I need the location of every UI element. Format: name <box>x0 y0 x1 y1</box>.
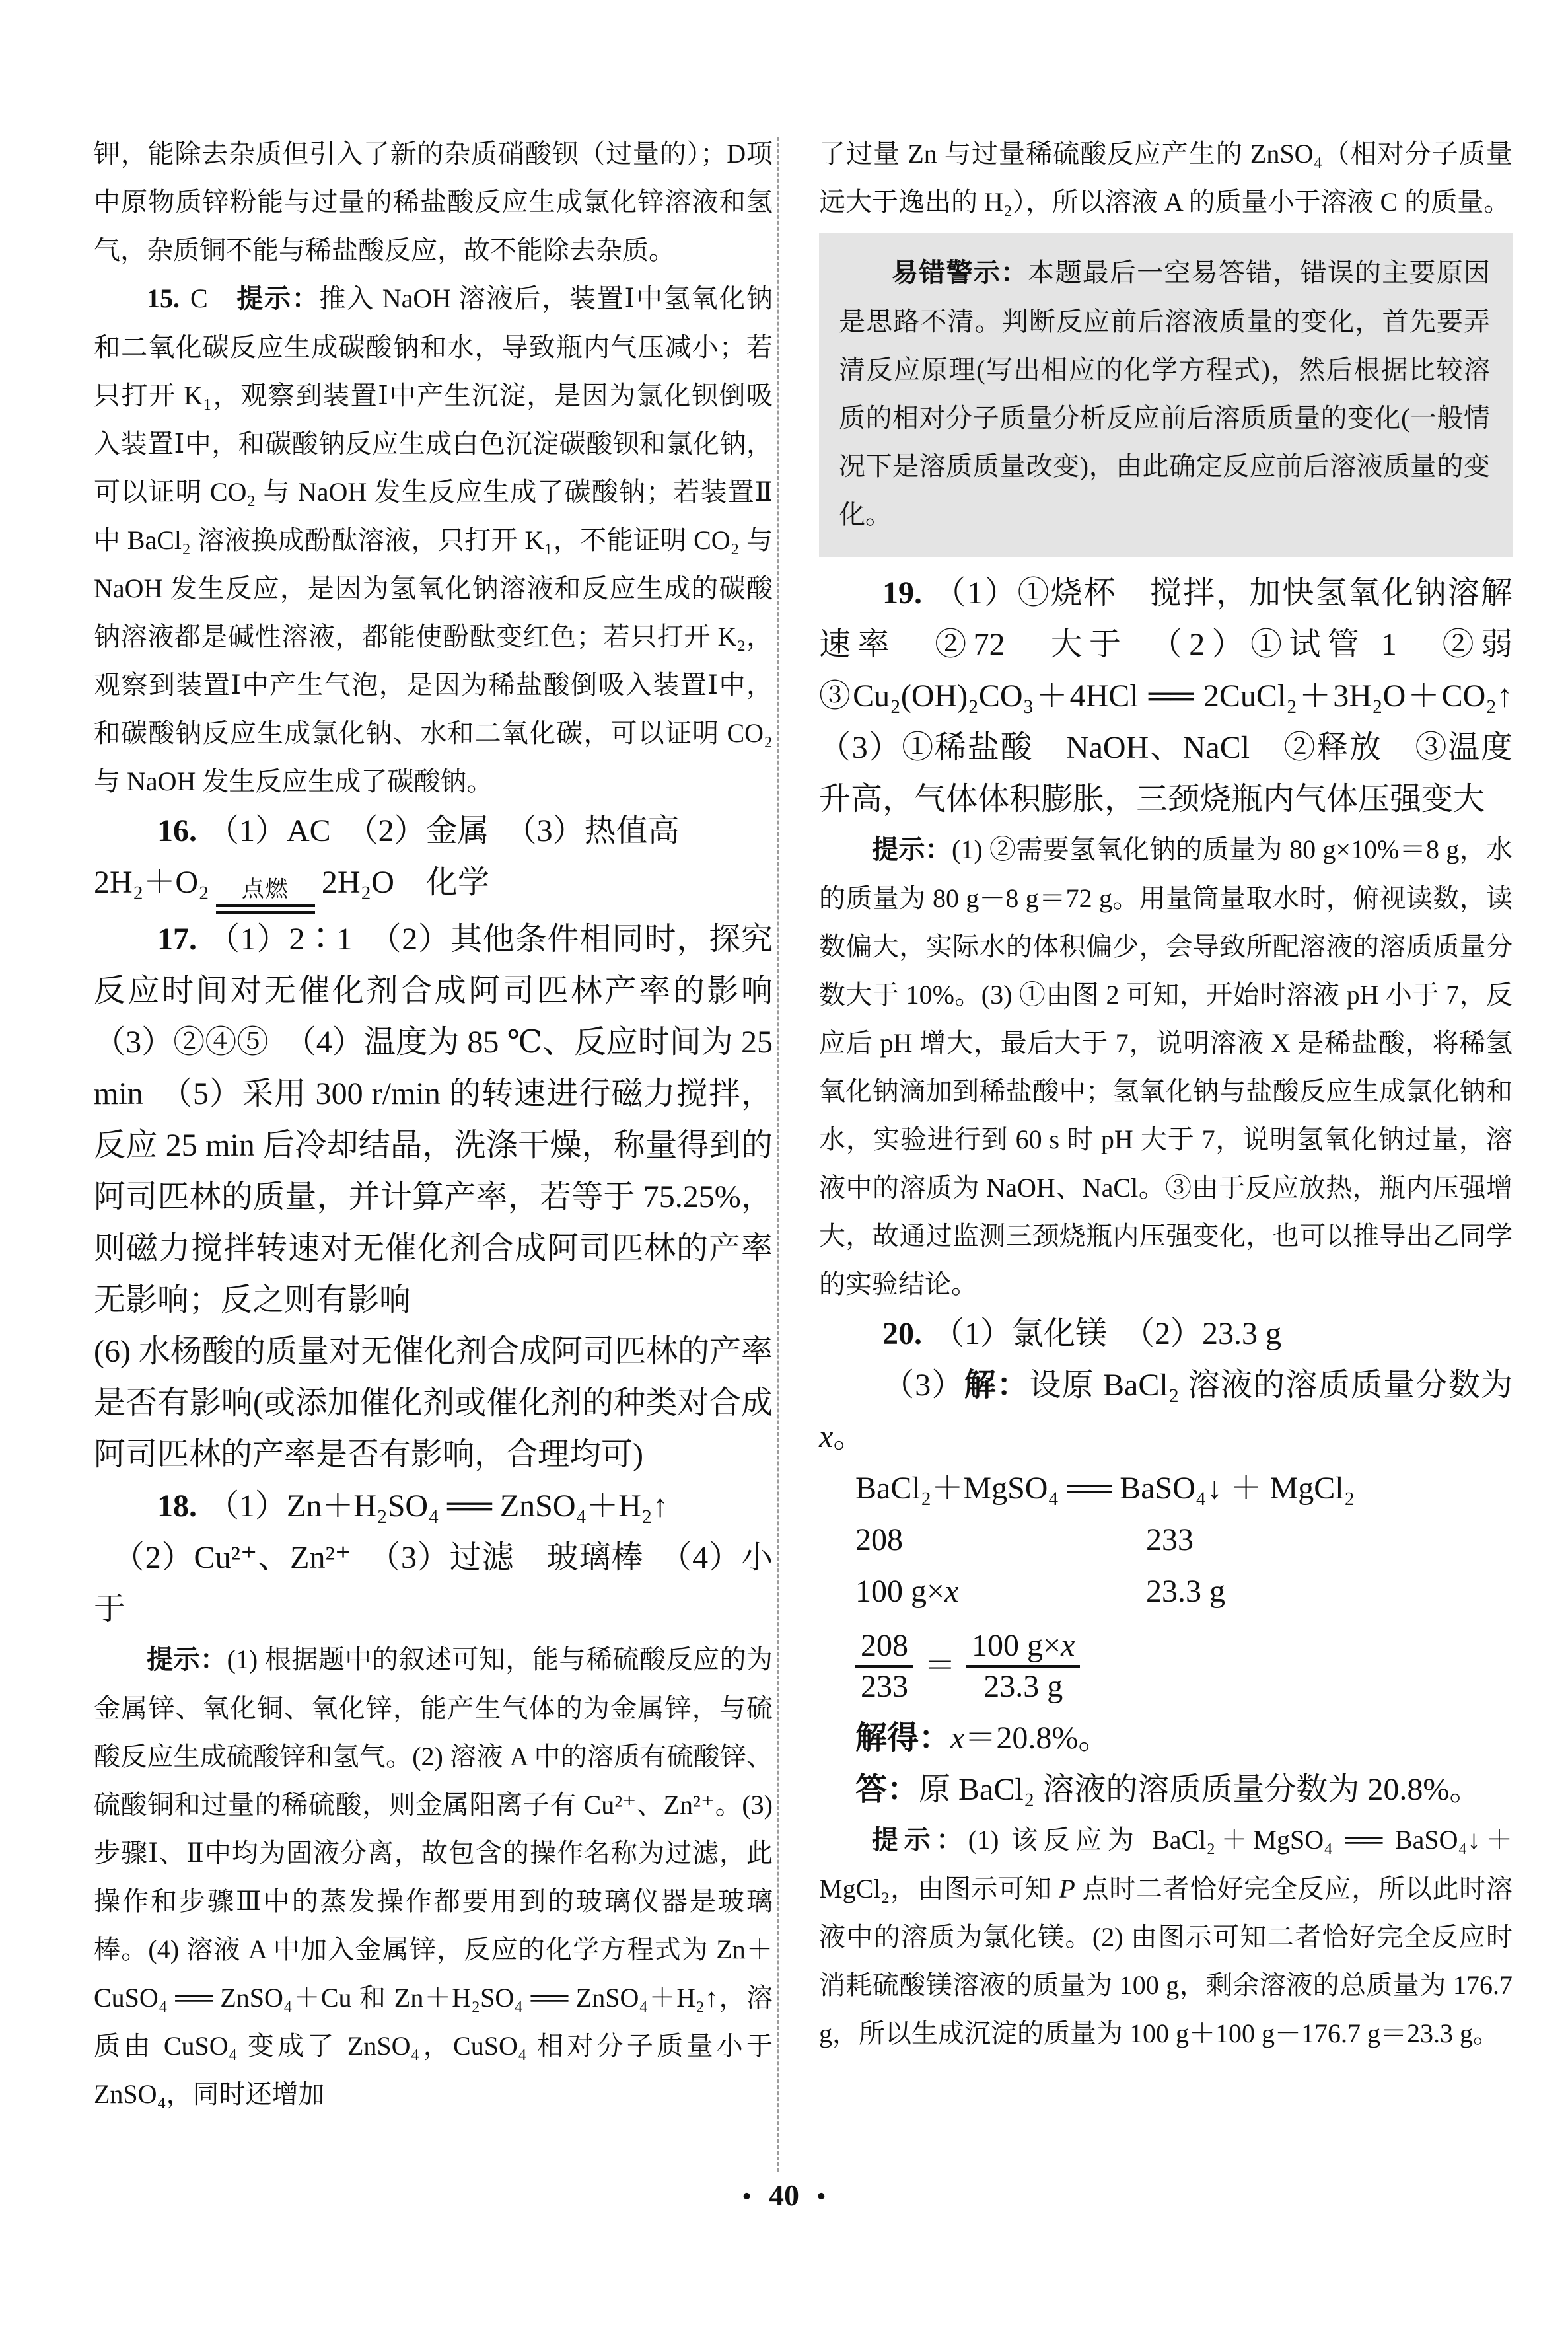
answer-item-20 <box>819 1308 1513 1360</box>
bullet-icon: • <box>816 2182 826 2212</box>
numerator: 208 <box>861 1628 908 1663</box>
answer-label: 答： <box>855 1772 919 1807</box>
answer-text: （1）2∶1 （2）其他条件相同时，探究反应时间对无催化剂合成阿司匹林产率的影响 （3）②④⑤ （4）温度为 85 ℃、反应时间为 25 min （5）采用 300 r/min 的转速进行磁力搅拌，反应 25 min 后冷却结晶，洗涤干燥，称量得到的阿司匹林的质量，并计算产率，若等于 75.25%，则磁力搅拌转速对无催化剂合成阿司匹林的产率无影响；反之则有影响 <box>94 922 805 1317</box>
answer-item-17-part6 <box>94 1326 773 1481</box>
mass-expression: 100 g× <box>855 1574 945 1609</box>
item20-calculation-block <box>819 1463 1513 1816</box>
fraction-right <box>966 1627 1080 1706</box>
chemical-equation: BaCl₂＋MgSO₄ ══ BaSO₄↓ ＋ MgCl₂ <box>855 1471 1355 1506</box>
answer-letter: C <box>190 283 237 313</box>
item-number: 16. <box>157 813 197 848</box>
answer-text: (6) 水杨酸的质量对无催化剂合成阿司匹林的产率是否有影响(或添加催化剂或催化剂的种类对合成阿司匹林的产率是否有影响，合理均可) <box>94 1334 773 1472</box>
hint-label: 提示： <box>872 835 952 864</box>
denominator: 233 <box>855 1665 913 1706</box>
answer-text: （1）①烧杯 搅拌，加快氢氧化钠溶解速率 ②72 大于 （2）①试管 1 ②弱 <box>819 575 1513 662</box>
equals-sign: ＝ <box>924 1648 956 1683</box>
answer-text: （1）氯化镁 （2）23.3 g <box>933 1316 1282 1351</box>
given-mass-left <box>855 1566 1146 1617</box>
variable-x: x <box>950 1720 965 1755</box>
molar-mass-left: 208 <box>855 1522 903 1557</box>
hint-text: 推入 NaOH 溶液后，装置Ⅰ中氢氧化钠和二氧化碳反应生成碳酸钠和水，导致瓶内气压减小；若只打开 K₁，观察到装置Ⅰ中产生沉淀，是因为氯化钡倒吸入装置Ⅰ中，和碳酸钠反应生成白色沉淀碳酸钡和氯化钠，可以证明 CO₂ 与 NaOH 发生反应生成了碳酸钠；若装置Ⅱ中 BaCl₂ 溶液换成酚酞溶液，只打开 K₁，不能证明 CO₂ 与 NaOH 发生反应，是因为氢氧化钠溶液和反应生成的碳酸钠溶液都是碱性溶液，都能使酚酞变红色；若只打开 K₂，观察到装置Ⅰ中产生气泡，是因为稀盐酸倒吸入装置Ⅰ中，和碳酸钠反应生成氯化钠、水和二氧化碳，可以证明 CO₂ 与 NaOH 发生反应生成了碳酸钠。 <box>94 283 773 796</box>
item18-hint <box>94 1635 773 2118</box>
hint-text: (1) 该反应为 BaCl₂＋MgSO₄ ══ BaSO₄↓＋ MgCl₂，由图示可知 <box>819 1825 1513 1903</box>
condition-text: 点燃 <box>241 877 289 902</box>
answer-item-16 <box>94 805 773 857</box>
reaction-condition-equals <box>216 878 315 914</box>
error-warning-box <box>819 233 1513 557</box>
item14-hint-continuation <box>94 129 773 274</box>
equation-lhs: 2H₂＋O₂ <box>94 865 209 900</box>
hint-text: 钾，能除去杂质但引入了新的杂质硝酸钡（过量的）；D项中原物质锌粉能与过量的稀盐酸反应生成氯化锌溶液和氢气，杂质铜不能与稀盐酸反应，故不能除去杂质。 <box>94 139 773 265</box>
solution-text-end: 。 <box>833 1419 865 1454</box>
warning-paragraph <box>839 248 1490 538</box>
answer-sentence: 原 BaCl₂ 溶液的溶质质量分数为 20.8%。 <box>919 1772 1481 1807</box>
reaction-equation <box>855 1463 1513 1514</box>
answer-item-18-rest <box>94 1532 773 1635</box>
hint-label: 提示： <box>147 1645 227 1674</box>
answer-item-18 <box>94 1481 773 1532</box>
warning-label: 易错警示： <box>892 258 1028 287</box>
solve-label: 解得： <box>855 1720 951 1755</box>
page-number <box>0 2178 1568 2213</box>
molar-mass-row <box>855 1514 1513 1566</box>
answer-item-17 <box>94 914 805 1326</box>
item16-combustion-equation <box>94 857 773 914</box>
solve-value: ＝20.8%。 <box>964 1720 1110 1755</box>
solution-text: 设原 BaCl₂ 溶液的溶质质量分数为 <box>1029 1368 1513 1403</box>
variable-x: x <box>819 1419 834 1454</box>
answer-item-19 <box>819 568 1545 825</box>
item-number: 15. <box>147 283 180 313</box>
item19-hint <box>819 825 1513 1308</box>
item-number: 19. <box>882 575 922 610</box>
column-divider-dashed-line <box>777 137 779 2172</box>
item-number: 20. <box>882 1316 922 1351</box>
solution-label: 解： <box>964 1368 1030 1403</box>
warning-text: 本题最后一空易答错，错误的主要原因是思路不清。判断反应前后溶液质量的变化，首先要弄清反应原理(写出相应的化学方程式)，然后根据比较溶质的相对分子质量分析反应前后溶质质量的变化(一般情况下是溶质质量改变)，由此确定反应前后溶液质量的变化。 <box>839 258 1491 529</box>
double-line <box>216 904 315 914</box>
variable-p: P <box>1059 1874 1075 1903</box>
hint-text: (1) ②需要氢氧化钠的质量为 80 g×10%＝8 g，水的质量为 80 g－8 g＝72 g。用量筒量取水时，俯视读数，读数偏大，实际水的体积偏少，会导致所配溶液的溶质质量分数大于 10%。(3) ①由图 2 可知，开始时溶液 pH 小于 7，反应后 pH 增大，最后大于 7，说明溶液 X 是稀盐酸，将稀氢氧化钠滴加到稀盐酸中；氢氧化钠与盐酸反应生成氯化钠和水，实验进行到 60 s 时 pH 大于 7，说明氢氧化钠过量，溶液中的溶质为 NaOH、NaCl。③由于反应放热，瓶内压强增大，故通过监测三颈烧瓶内压强变化，也可以推导出乙同学的实验结论。 <box>819 834 1513 1299</box>
bullet-icon: • <box>742 2182 752 2212</box>
chemical-equation: （1）Zn＋H₂SO₄ ══ ZnSO₄＋H₂↑ <box>207 1489 668 1524</box>
given-mass-right: 23.3 g <box>1146 1574 1225 1609</box>
final-answer-line <box>855 1764 1513 1816</box>
equation-suffix: 化学 <box>394 865 489 900</box>
item-number: 17. <box>157 922 197 957</box>
item18-hint-continuation <box>819 129 1513 226</box>
hint-text: 了过量 Zn 与过量稀硫酸反应产生的 ZnSO₄（相对分子质量远大于逸出的 H₂），所以溶液 A 的质量小于溶液 C 的质量。 <box>819 139 1513 217</box>
molar-mass-right: 233 <box>1146 1522 1194 1557</box>
right-column <box>819 129 1545 2057</box>
chemical-equation: ③Cu₂(OH)₂CO₃＋4HCl ══ 2CuCl₂＋3H₂O <box>819 679 1406 714</box>
hint-label: 提示： <box>872 1826 968 1855</box>
answer-text: （2）Cu²⁺、Zn²⁺ （3）过滤 玻璃棒 （4）小于 <box>94 1540 773 1627</box>
numerator <box>966 1627 1080 1665</box>
variable-x: x <box>1061 1628 1075 1663</box>
answer-item-15 <box>94 274 773 805</box>
part-number: （3） <box>882 1368 964 1403</box>
left-column <box>94 129 805 2118</box>
answer-text: （1）AC （2）金属 （3）热值高 <box>207 813 680 848</box>
proportion-equation <box>855 1627 1513 1706</box>
answer-text: ＋CO₂↑ （3）①稀盐酸 NaOH、NaCl ②释放 ③温度升高，气体体积膨胀，三颈烧瓶内气体压强变大 <box>819 679 1545 817</box>
item20-hint <box>819 1816 1513 2057</box>
denominator: 23.3 g <box>966 1665 1080 1706</box>
item20-solution-intro <box>819 1360 1513 1463</box>
hint-text: (1) 根据题中的叙述可知，能与稀硫酸反应的为金属锌、氧化铜、氧化锌，能产生气体的为金属锌，与硫酸反应生成硫酸锌和氢气。(2) 溶液 A 中的溶质有硫酸锌、硫酸铜和过量的稀硫酸，则金属阳离子有 Cu²⁺、Zn²⁺。(3) 步骤Ⅰ、Ⅱ中均为固液分离，故包含的操作名称为过滤，此操作和步骤Ⅲ中的蒸发操作都要用到的玻璃仪器是玻璃棒。(4) 溶液 A 中加入金属锌，反应的化学方程式为 Zn＋CuSO₄ ══ ZnSO₄＋Cu 和 Zn＋H₂SO₄ ══ ZnSO₄＋H₂↑，溶质由 CuSO₄ 变成了 ZnSO₄，CuSO₄ 相对分子质量小于 ZnSO₄，同时还增加 <box>94 1644 773 2109</box>
equation-rhs: 2H₂O <box>321 865 394 900</box>
page-number-value: 40 <box>769 2178 799 2212</box>
item-number: 18. <box>157 1489 197 1524</box>
hint-text: 点时二者恰好完全反应，所以此时溶液中的溶质为氯化镁。(2) 由图示可知二者恰好完全反应时消耗硫酸镁溶液的质量为 100 g，剩余溶液的总质量为 176.7 g，所以生成沉淀的质量为 100 g＋100 g－176.7 g＝23.3 g。 <box>819 1874 1513 2048</box>
solve-result-line <box>855 1713 1513 1764</box>
numerator-expression: 100 g× <box>972 1628 1061 1663</box>
variable-x: x <box>944 1574 959 1609</box>
given-mass-row <box>855 1566 1513 1617</box>
fraction-left <box>855 1627 913 1706</box>
hint-label: 提示： <box>236 284 320 313</box>
